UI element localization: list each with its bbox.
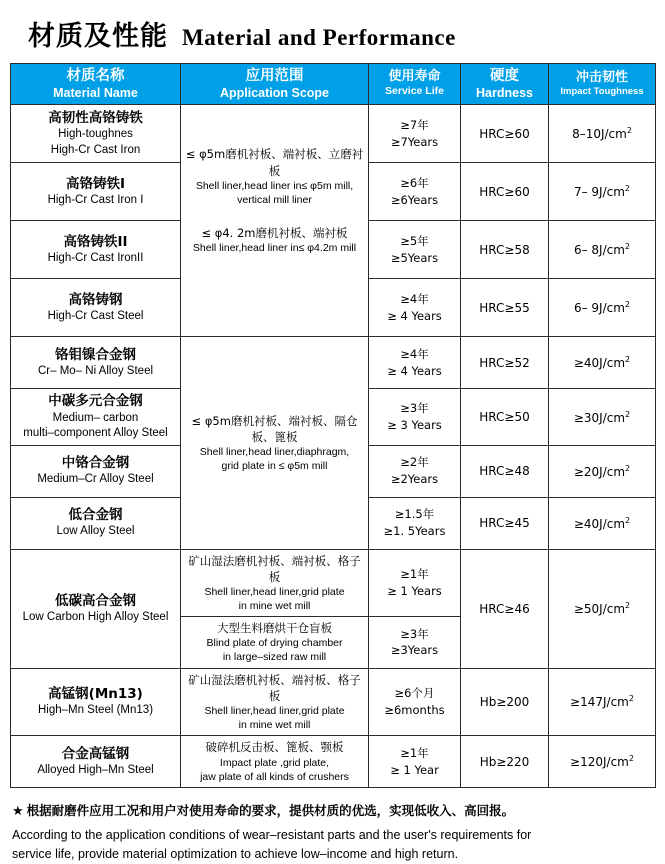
header-service-life: [369, 64, 461, 105]
material-name-cn: 低碳高合金钢: [55, 592, 136, 609]
material-name-cn: 中铬合金钢: [61, 455, 130, 472]
toughness-unit-exp: 2: [625, 601, 631, 611]
service-life-en: ≥7Years: [390, 134, 439, 149]
cell-impact-toughness: [549, 445, 656, 497]
service-life-cn: ≥5年: [400, 234, 429, 249]
cell-material-name: [11, 163, 181, 221]
cell-material-name: [11, 221, 181, 279]
cell-hardness: HRC≥50: [461, 389, 549, 445]
service-life-cn: ≥4年: [400, 347, 429, 362]
toughness-unit-exp: 2: [628, 694, 634, 704]
material-name-en-line1: Alloyed High–Mn Steel: [37, 763, 154, 776]
cell-application-scope-group-a: [181, 105, 369, 337]
material-name-cn: 铬钼镍合金钢: [55, 347, 136, 363]
cell-application-scope-wet-mill: [181, 549, 369, 617]
scope-cn: 破碎机反击板、篦板、颚板: [205, 740, 344, 755]
service-life-en: ≥2Years: [390, 472, 439, 487]
toughness-value: ≥147J/cm: [570, 695, 629, 710]
header-material-name-cn: 材质名称: [66, 68, 125, 84]
header-application-scope-cn: 应用范围: [245, 68, 304, 84]
scope-en-line2: in mine wet mill: [238, 599, 311, 612]
cell-service-life: [369, 736, 461, 788]
toughness-value: 6– 9J/cm: [573, 301, 625, 316]
material-name-cn: 高铬铸铁II: [63, 234, 128, 250]
cell-service-life: [369, 497, 461, 549]
material-name-cn: 合金高锰钢: [61, 745, 130, 762]
scope-en-line2: jaw plate of all kinds of crushers: [200, 770, 349, 783]
cell-service-life: [369, 389, 461, 445]
scope-en-line2: in mine wet mill: [238, 718, 311, 731]
scope-en-line2: vertical mill liner: [237, 193, 312, 206]
scope-en-line1: Shell liner,head liner,grid plate: [204, 585, 345, 598]
table-row: [11, 549, 656, 617]
cell-service-life: [369, 105, 461, 163]
cell-hardness: HRC≥55: [461, 279, 549, 337]
material-performance-table: [10, 63, 656, 788]
toughness-value: 6– 8J/cm: [573, 243, 625, 258]
cell-impact-toughness: [549, 221, 656, 279]
table-header-row: [11, 64, 656, 105]
toughness-unit-exp: 2: [625, 463, 631, 473]
header-hardness-cn: 硬度: [490, 68, 519, 84]
header-hardness: [461, 64, 549, 105]
material-name-en-line2: High-Cr Cast Iron: [50, 143, 141, 156]
service-life-cn: ≥2年: [400, 455, 429, 470]
material-name-cn: 高韧性高铬铸铁: [48, 110, 143, 127]
toughness-unit-exp: 2: [628, 754, 634, 764]
cell-impact-toughness: [549, 389, 656, 445]
scope-cn: ≤ φ5m磨机衬板、端衬板、隔仓板、篦板: [191, 413, 358, 444]
service-life-en: ≥6months: [384, 702, 445, 717]
note-english: [12, 826, 653, 864]
material-name-cn: 中碳多元合金钢: [48, 393, 143, 410]
table-row: [11, 105, 656, 163]
title-chinese: 材质及性能: [28, 21, 168, 52]
scope-b-en: Shell liner,head liner in≤ φ4.2m mill: [192, 242, 357, 255]
service-life-en: ≥ 1 Year: [390, 762, 439, 777]
service-life-en: ≥6Years: [390, 192, 439, 207]
page-title: [10, 8, 655, 63]
toughness-unit-exp: 2: [626, 126, 632, 136]
material-name-cn: 高铬铸铁I: [65, 176, 126, 192]
cell-application-scope-blind-plate: [181, 617, 369, 668]
material-name-cn: 高铬铸钢: [68, 292, 123, 308]
service-life-en: ≥5Years: [390, 250, 439, 265]
header-hardness-en: Hardness: [476, 86, 533, 101]
scope-cn: 矿山湿法磨机衬板、端衬板、格子板: [188, 672, 361, 703]
toughness-unit-exp: 2: [625, 515, 631, 525]
cell-material-name: [11, 668, 181, 736]
cell-service-life: [369, 337, 461, 389]
toughness-unit-exp: 2: [624, 184, 631, 194]
material-name-en-line1: Cr– Mo– Ni Alloy Steel: [37, 365, 154, 378]
material-name-en-line1: Medium–Cr Alloy Steel: [37, 473, 154, 486]
toughness-value: ≥50J/cm: [573, 602, 626, 617]
header-impact-toughness-en: Impact Toughness: [560, 86, 644, 98]
cell-hardness: HRC≥46: [461, 549, 549, 668]
table-row: [11, 736, 656, 788]
toughness-unit-exp: 2: [625, 355, 631, 365]
service-life-cn: ≥1年: [400, 745, 429, 760]
header-impact-toughness: [549, 64, 656, 105]
service-life-cn: ≥7年: [400, 118, 429, 133]
cell-hardness: HRC≥60: [461, 163, 549, 221]
toughness-unit-exp: 2: [624, 242, 631, 252]
material-name-en-line1: High–Mn Steel (Mn13): [37, 704, 154, 717]
cell-hardness: HRC≥58: [461, 221, 549, 279]
star-icon: ★: [12, 804, 24, 820]
scope-cn: 矿山湿法磨机衬板、端衬板、格子板: [188, 553, 361, 584]
service-life-cn: ≥6年: [400, 176, 429, 191]
cell-impact-toughness: [549, 549, 656, 668]
service-life-cn: ≥1.5年: [394, 507, 435, 522]
service-life-cn: ≥1年: [400, 567, 429, 582]
cell-material-name: [11, 497, 181, 549]
material-name-en-line1: Low Carbon High Alloy Steel: [22, 610, 169, 623]
material-name-en-line1: High-Cr Cast Steel: [47, 310, 144, 323]
toughness-unit-exp: 2: [625, 409, 631, 419]
header-service-life-cn: 使用寿命: [388, 69, 441, 85]
scope-en-line1: Shell liner,head liner in≤ φ5m mill,: [195, 179, 354, 192]
cell-service-life: [369, 549, 461, 617]
material-name-en-line1: High-Cr Cast Iron I: [47, 194, 144, 207]
scope-en-line1: Impact plate ,grid plate,: [219, 756, 330, 769]
cell-service-life: [369, 163, 461, 221]
scope-b-cn: ≤ φ4. 2m磨机衬板、端衬板: [201, 226, 348, 240]
scope-en-line2: grid plate in ≤ φ5m mill: [221, 460, 328, 473]
cell-hardness: HRC≥48: [461, 445, 549, 497]
material-name-en-line1: Medium– carbon: [52, 411, 139, 424]
cell-service-life: [369, 617, 461, 668]
cell-material-name: [11, 279, 181, 337]
cell-impact-toughness: [549, 105, 656, 163]
scope-en-line1: Blind plate of drying chamber: [206, 637, 343, 650]
cell-hardness: HRC≥60: [461, 105, 549, 163]
cell-hardness: Hb≥220: [461, 736, 549, 788]
note-chinese-line: [12, 802, 653, 822]
cell-service-life: [369, 221, 461, 279]
cell-impact-toughness: [549, 279, 656, 337]
service-life-cn: ≥6个月: [394, 686, 435, 701]
cell-impact-toughness: [549, 337, 656, 389]
cell-impact-toughness: [549, 736, 656, 788]
scope-en-line2: in large–sized raw mill: [222, 651, 327, 664]
header-impact-toughness-cn: 冲击韧性: [575, 69, 628, 85]
note-english-line2: service life, provide material optimization to achieve low–income and high return.: [12, 847, 459, 861]
toughness-value: ≥40J/cm: [573, 516, 626, 531]
material-name-en-line1: Low Alloy Steel: [56, 525, 135, 538]
header-service-life-en: Service Life: [385, 85, 444, 98]
toughness-value: ≥40J/cm: [573, 356, 626, 371]
service-life-cn: ≥4年: [400, 292, 429, 307]
service-life-en: ≥ 3 Years: [387, 418, 442, 432]
cell-application-scope-group-c: [181, 337, 369, 549]
toughness-value: 7– 9J/cm: [573, 185, 625, 200]
cell-impact-toughness: [549, 163, 656, 221]
material-name-en-line2: multi–component Alloy Steel: [23, 427, 168, 440]
cell-impact-toughness: [549, 497, 656, 549]
header-application-scope: [181, 64, 369, 105]
cell-material-name: [11, 736, 181, 788]
cell-material-name: [11, 549, 181, 668]
note-english-line1: According to the application conditions of wear–resistant parts and the user's requirements for: [12, 827, 532, 842]
note-chinese-text: 根据耐磨件应用工况和用户对使用寿命的要求，提供材质的优选，实现低收入、高回报。: [26, 803, 515, 819]
cell-material-name: [11, 389, 181, 445]
cell-application-scope: [181, 736, 369, 788]
cell-service-life: [369, 668, 461, 736]
cell-material-name: [11, 445, 181, 497]
table-row: [11, 337, 656, 389]
footer-note: [10, 798, 655, 864]
service-life-en: ≥ 4 Years: [387, 308, 442, 323]
service-life-en: ≥1. 5Years: [383, 524, 446, 539]
toughness-value: 8–10J/cm: [572, 127, 627, 142]
cell-hardness: Hb≥200: [461, 668, 549, 736]
scope-en-line1: Shell liner,head liner,diaphragm,: [199, 445, 350, 458]
cell-impact-toughness: [549, 668, 656, 736]
toughness-value: ≥120J/cm: [570, 755, 629, 770]
scope-en-line1: Shell liner,head liner,grid plate: [204, 704, 345, 717]
toughness-value: ≥20J/cm: [573, 464, 626, 479]
material-name-en-line1: High-toughnes: [58, 128, 133, 141]
scope-cn: ≤ φ5m磨机衬板、端衬板、立磨衬板: [185, 147, 364, 178]
toughness-value: ≥30J/cm: [573, 410, 626, 425]
cell-hardness: HRC≥52: [461, 337, 549, 389]
cell-material-name: [11, 105, 181, 163]
header-material-name: [11, 64, 181, 105]
cell-material-name: [11, 337, 181, 389]
cell-application-scope: [181, 668, 369, 736]
service-life-cn-2: ≥3年: [400, 626, 429, 641]
cell-service-life: [369, 279, 461, 337]
title-english: Material and Performance: [182, 25, 456, 50]
service-life-en: ≥ 1 Years: [387, 583, 442, 598]
header-material-name-en: Material Name: [53, 86, 138, 101]
table-row: [11, 668, 656, 736]
service-life-en-2: ≥3Years: [390, 643, 439, 658]
cell-service-life: [369, 445, 461, 497]
material-name-cn: 高锰钢(Mn13): [48, 685, 143, 702]
service-life-cn: ≥3年: [400, 401, 429, 416]
header-application-scope-en: Application Scope: [219, 86, 330, 101]
scope-cn: 大型生料磨烘干仓盲板: [217, 621, 332, 636]
toughness-unit-exp: 2: [624, 300, 631, 310]
material-name-cn: 低合金钢: [68, 507, 123, 524]
material-name-en-line1: High-Cr Cast IronII: [47, 252, 144, 265]
service-life-en: ≥ 4 Years: [387, 363, 442, 378]
cell-hardness: HRC≥45: [461, 497, 549, 549]
